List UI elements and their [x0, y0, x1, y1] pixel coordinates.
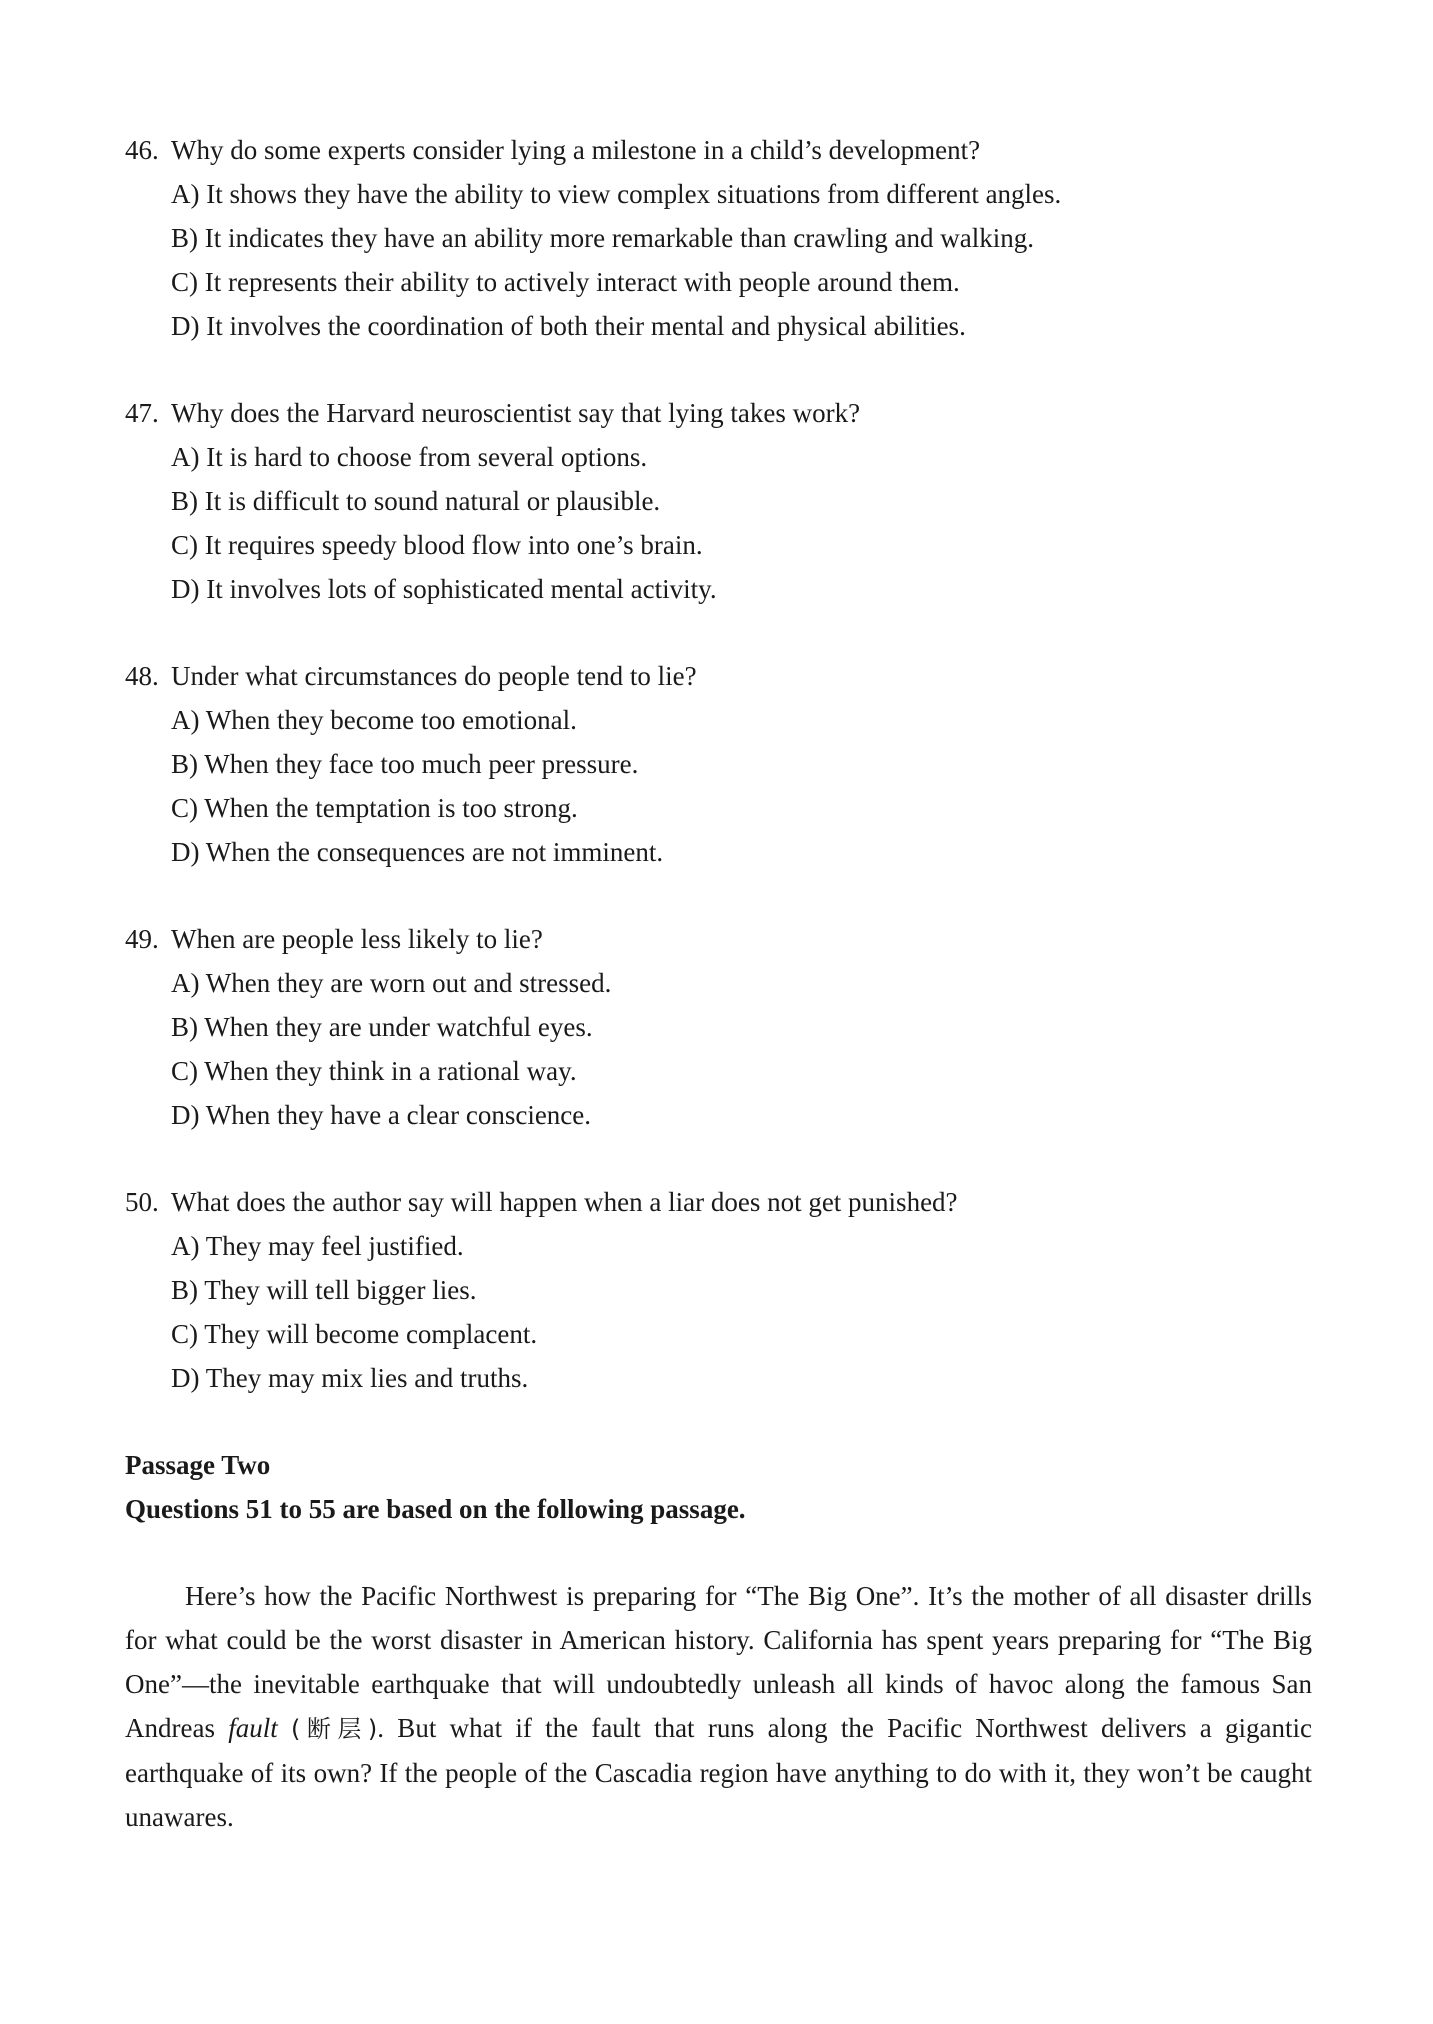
option-a: A) It shows they have the ability to view complex situations from different angles.	[171, 179, 1062, 209]
question-number: 46.	[125, 135, 159, 165]
question-number: 50.	[125, 1187, 159, 1217]
option-b: B) They will tell bigger lies.	[171, 1275, 477, 1305]
option-b: B) When they are under watchful eyes.	[171, 1012, 593, 1042]
gloss-translation: (断层)	[291, 1715, 378, 1743]
option-b: B) It indicates they have an ability more remarkable than crawling and walking.	[171, 223, 1034, 253]
question-text: When are people less likely to lie?	[171, 924, 543, 954]
question-number: 49.	[125, 924, 159, 954]
option-c: C) When the temptation is too strong.	[171, 793, 578, 823]
passage-title: Passage Two	[125, 1450, 271, 1480]
option-d: D) They may mix lies and truths.	[171, 1363, 529, 1393]
option-d: D) It involves the coordination of both their mental and physical abilities.	[171, 311, 966, 341]
option-c: C) They will become complacent.	[171, 1319, 538, 1349]
question-stem	[125, 917, 1310, 961]
question-text: What does the author say will happen when a liar does not get punished?	[171, 1187, 958, 1217]
option-b: B) It is difficult to sound natural or plausible.	[171, 486, 661, 516]
option-a: A) When they are worn out and stressed.	[171, 968, 612, 998]
passage-heading	[125, 1443, 1310, 1531]
option-c: C) It represents their ability to actively interact with people around them.	[171, 267, 960, 297]
option-a: A) It is hard to choose from several options.	[171, 442, 648, 472]
option-c: C) It requires speedy blood flow into one’s brain.	[171, 530, 703, 560]
option-d: D) When the consequences are not imminent.	[171, 837, 664, 867]
question-number: 48.	[125, 661, 159, 691]
question-48	[125, 654, 1310, 874]
question-text: Under what circumstances do people tend to lie?	[171, 661, 697, 691]
passage-text-part-1: Here’s how the Pacific Northwest is preparing for “The Big One”. It’s the mother of all disaster drills for what could be the worst disaster in American history. California has spent years preparing for “The Big One”—the inevitable earthquake that will undoubtedly unleash all kinds of havoc along the famous San Andreas	[125, 1581, 1312, 1743]
question-50	[125, 1180, 1310, 1400]
passage-instruction: Questions 51 to 55 are based on the following passage.	[125, 1494, 746, 1524]
question-stem	[125, 654, 1310, 698]
question-stem	[125, 1180, 1310, 1224]
question-47	[125, 391, 1310, 611]
question-46	[125, 128, 1310, 348]
question-49	[125, 917, 1310, 1137]
question-text: Why do some experts consider lying a milestone in a child’s development?	[171, 135, 981, 165]
passage-text	[125, 1574, 1312, 1839]
question-stem	[125, 128, 1310, 172]
option-a: A) They may feel justified.	[171, 1231, 464, 1261]
question-number: 47.	[125, 398, 159, 428]
question-text: Why does the Harvard neuroscientist say that lying takes work?	[171, 398, 861, 428]
option-d: D) It involves lots of sophisticated mental activity.	[171, 574, 717, 604]
option-b: B) When they face too much peer pressure.	[171, 749, 639, 779]
passage-text-part-2: . But what if the fault that runs along the Pacific Northwest delivers a gigantic earthquake of its own? If the people of the Cascadia region have anything to do with it, they won’t be caught unawares.	[125, 1713, 1313, 1832]
question-stem	[125, 391, 1310, 435]
option-a: A) When they become too emotional.	[171, 705, 577, 735]
option-c: C) When they think in a rational way.	[171, 1056, 577, 1086]
glossed-word: fault	[228, 1713, 278, 1743]
exam-page	[125, 128, 1313, 1839]
option-d: D) When they have a clear conscience.	[171, 1100, 592, 1130]
